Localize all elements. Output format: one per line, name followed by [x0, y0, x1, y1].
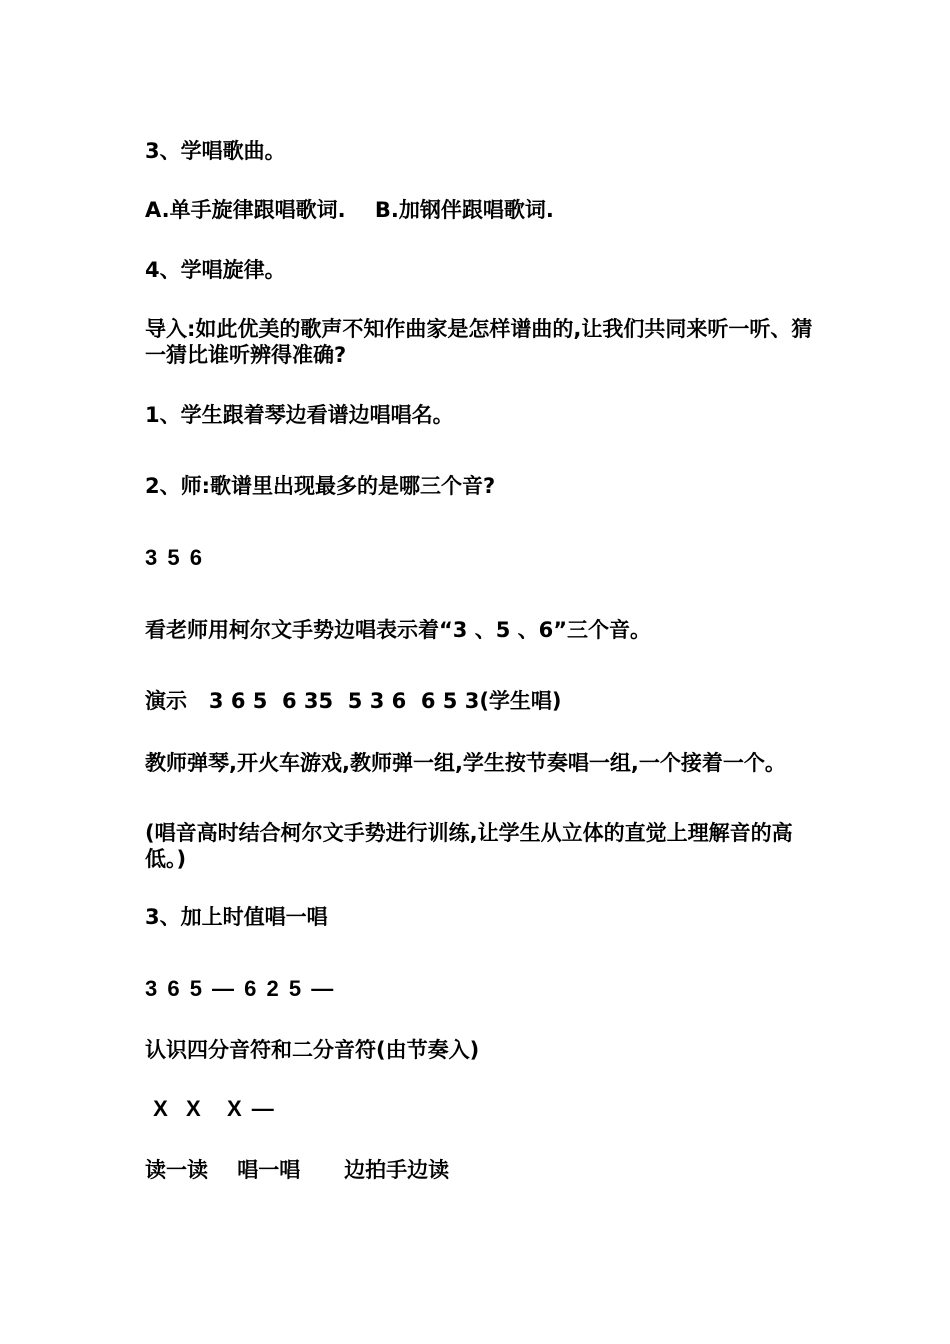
- train-game-paragraph: 教师弹琴,开火车游戏,教师弹一组,学生按节奏唱一组,一个接着一个。: [145, 751, 786, 775]
- section-heading-learn-melody: 4、学唱旋律。: [145, 258, 286, 282]
- step-3-line: 3、加上时值唱一唱: [145, 905, 328, 929]
- section-heading-learn-song: 3、学唱歌曲。: [145, 139, 286, 163]
- step-1-line: 1、学生跟着琴边看谱边唱唱名。: [145, 403, 454, 427]
- notes-356: 3 5 6: [145, 545, 204, 570]
- demo-line: 演示 3 6 5 6 35 5 3 6 6 5 3(学生唱): [145, 689, 562, 713]
- read-sing-clap-line: 读一读 唱一唱 边拍手边读: [145, 1158, 450, 1182]
- song-steps-line: A.单手旋律跟唱歌词. B.加钢伴跟唱歌词.: [145, 198, 554, 222]
- note-values-line: 认识四分音符和二分音符(由节奏入): [145, 1038, 480, 1062]
- intro-paragraph: 导入:如此优美的歌声不知作曲家是怎样谱曲的,让我们共同来听一听、猜一猜比谁听辨得准确?: [145, 317, 813, 367]
- timed-notes-line: 3 6 5 — 6 2 5 —: [145, 976, 336, 1001]
- kodaly-gesture-line: 看老师用柯尔文手势边唱表示着“3 、5 、6”三个音。: [145, 618, 652, 642]
- step-2-question: 2、师:歌谱里出现最多的是哪三个音?: [145, 474, 496, 498]
- pitch-training-note: (唱音高时结合柯尔文手势进行训练,让学生从立体的直觉上理解音的高低。): [145, 821, 793, 871]
- rhythm-x-line: X X X —: [145, 1096, 276, 1121]
